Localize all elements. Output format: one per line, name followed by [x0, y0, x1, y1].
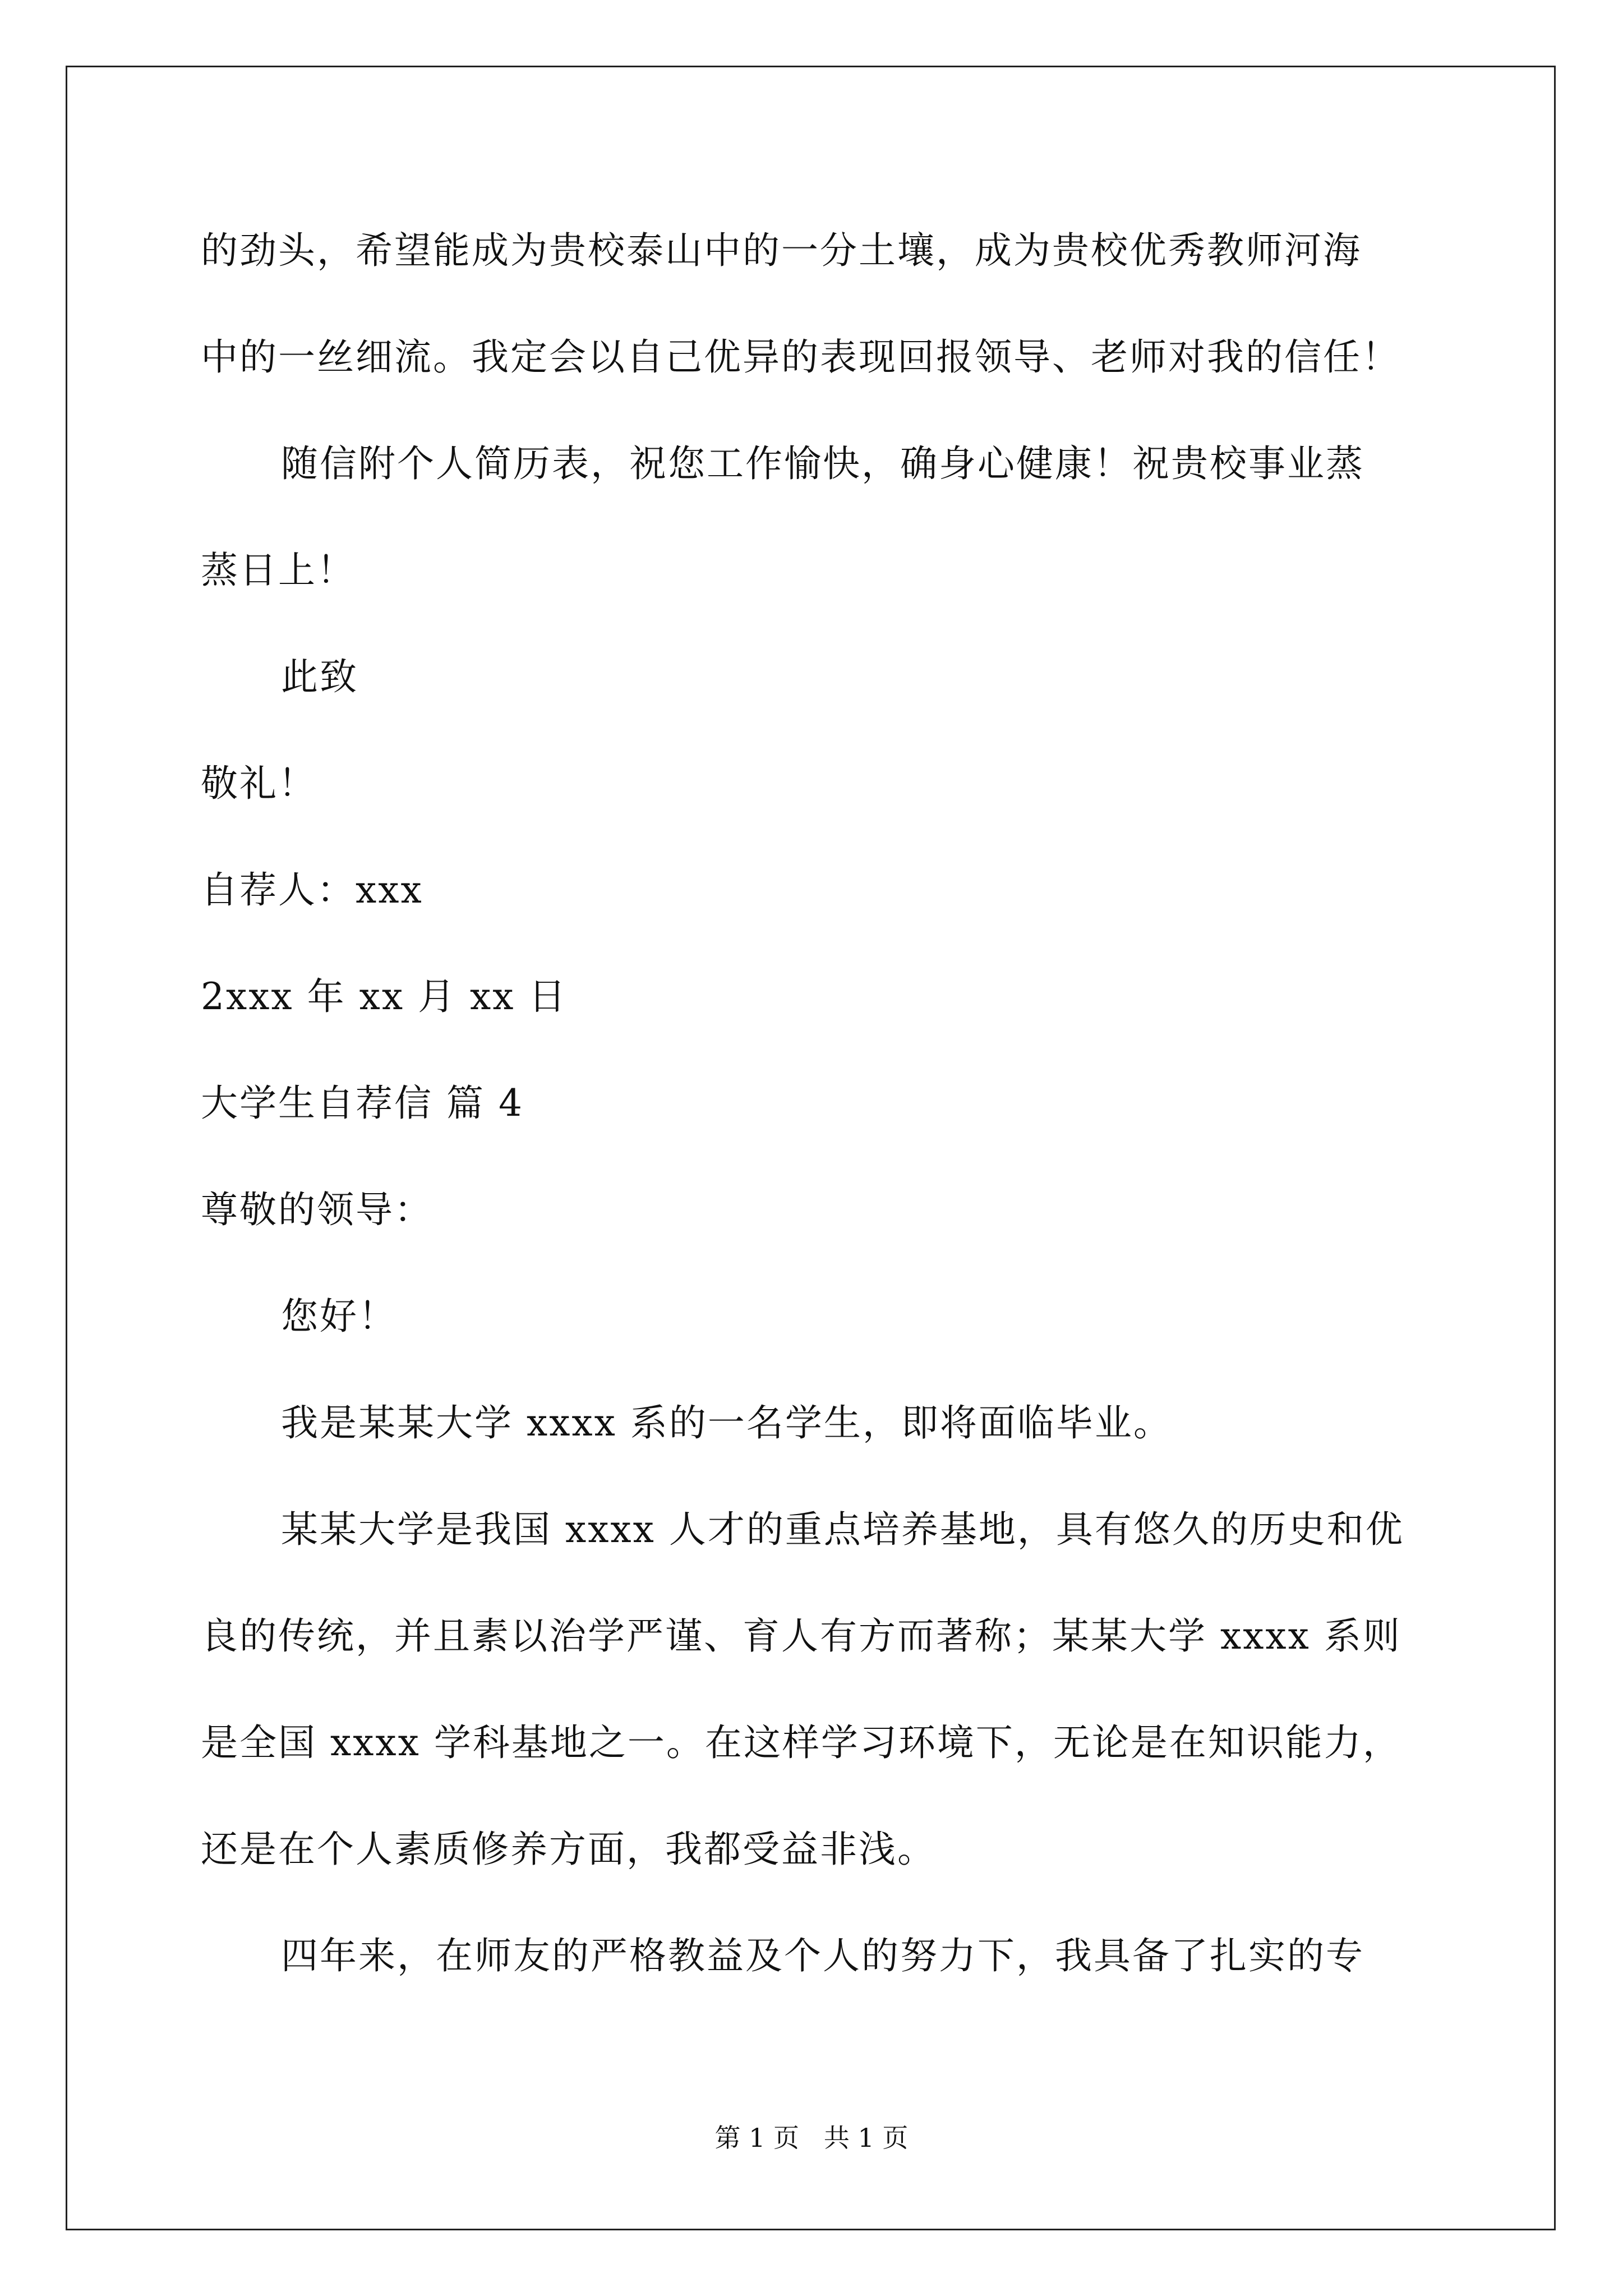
page-border	[66, 66, 1556, 2230]
text-line: 您好！	[281, 1295, 397, 1338]
text-line: 此致	[281, 655, 358, 698]
text-line: 蒸日上！	[201, 549, 356, 592]
text-line: 自荐人：xxx	[201, 868, 423, 912]
section-heading: 大学生自荐信 篇 4	[201, 1082, 524, 1125]
text-line: 我是某某大学 xxxx 系的一名学生，即将面临毕业。	[281, 1401, 1172, 1444]
text-line: 敬礼！	[201, 762, 317, 805]
text-line: 的劲头，希望能成为贵校泰山中的一分土壤，成为贵校优秀教师河海	[201, 229, 1362, 272]
text-line: 良的传统，并且素以治学严谨、育人有方而著称；某某大学 xxxx 系则	[201, 1614, 1401, 1658]
text-line: 2xxx 年 xx 月 xx 日	[201, 975, 568, 1018]
text-line: 还是在个人素质修养方面，我都受益非浅。	[201, 1828, 936, 1871]
text-line: 是全国 xxxx 学科基地之一。在这样学习环境下，无论是在知识能力，	[201, 1721, 1401, 1764]
salutation: 尊敬的领导：	[201, 1188, 433, 1231]
page-footer: 第 1 页 共 1 页	[714, 2123, 909, 2153]
text-line: 某某大学是我国 xxxx 人才的重点培养基地，具有悠久的历史和优	[281, 1508, 1404, 1551]
text-line: 中的一丝细流。我定会以自己优异的表现回报领导、老师对我的信任！	[201, 335, 1400, 379]
text-line: 随信附个人简历表，祝您工作愉快，确身心健康！祝贵校事业蒸	[281, 442, 1364, 485]
text-line: 四年来，在师友的严格教益及个人的努力下，我具备了扎实的专	[281, 1934, 1364, 1977]
